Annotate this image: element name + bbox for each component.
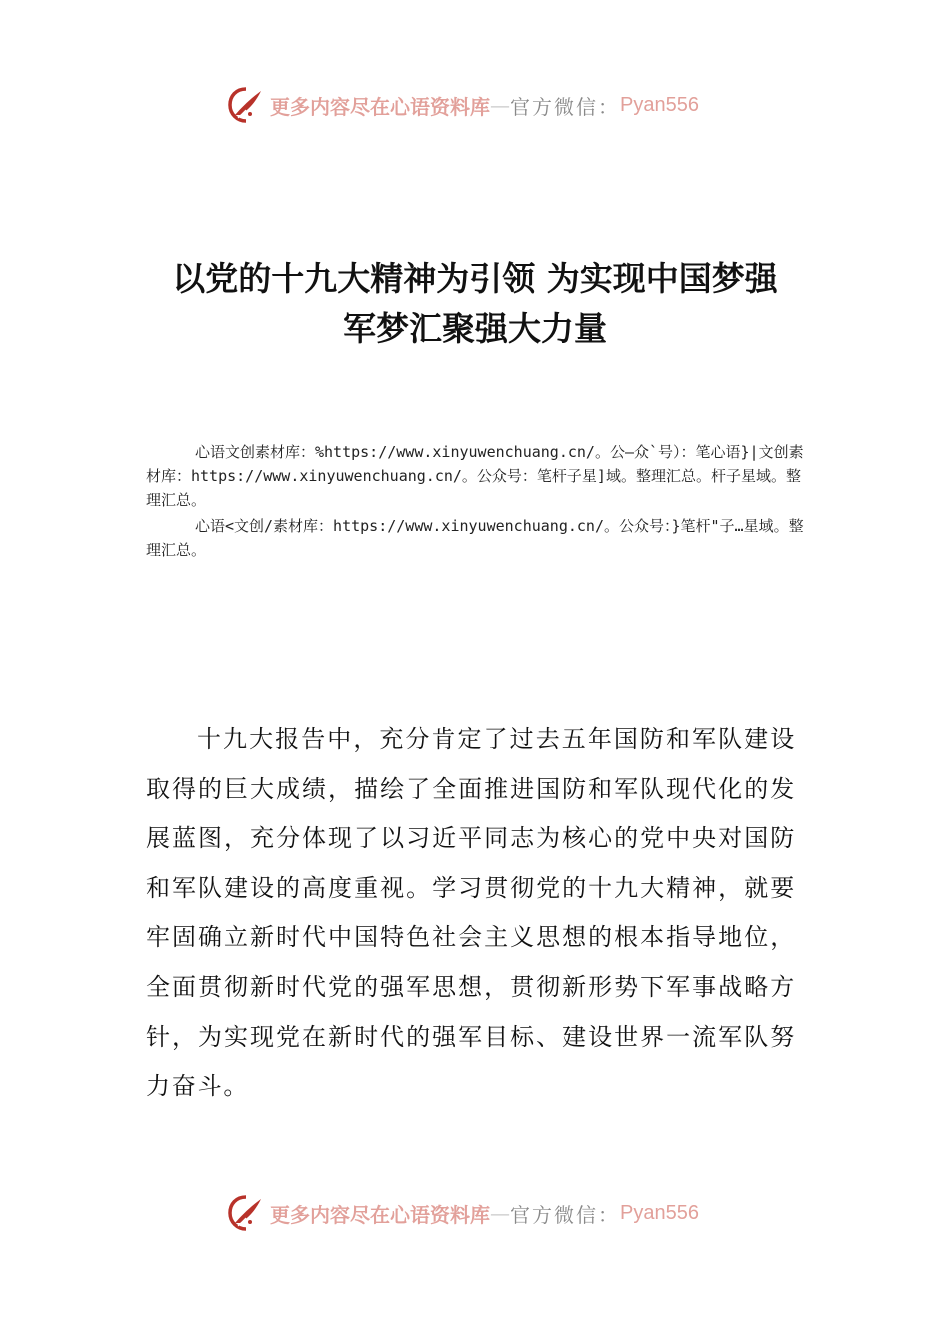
wechat-id: Pyan556 <box>620 93 699 116</box>
wechat-label: 官方微信： <box>510 94 620 119</box>
footer-banner <box>0 1188 950 1238</box>
banner-separator: — <box>490 1201 510 1225</box>
quill-logo-icon <box>226 1193 266 1233</box>
title-line-2: 军梦汇聚强大力量 <box>343 309 607 348</box>
quill-logo-icon <box>226 85 266 125</box>
banner-title: 更多内容尽在心语资料库 <box>270 1202 490 1227</box>
wechat-label: 官方微信： <box>510 1202 620 1227</box>
wechat-id: Pyan556 <box>620 1201 699 1224</box>
source-note-1: 心语文创素材库：%https://www.xinyuwenchuang.cn/。公—众`号）：笔心语}|文创素材库：https://www.xinyuwenchuang.cn/。公众号：笔杆子星]域。整理汇总。杆子星域。整理汇总。 <box>146 443 804 509</box>
header-banner <box>0 80 950 130</box>
document-title <box>100 254 850 354</box>
title-line-1: 以党的十九大精神为引领 为实现中国梦强 <box>172 259 778 298</box>
banner-title: 更多内容尽在心语资料库 <box>270 94 490 119</box>
banner-separator: — <box>490 93 510 117</box>
body-paragraph: 十九大报告中，充分肯定了过去五年国防和军队建设取得的巨大成绩，描绘了全面推进国防和军队现代化的发展蓝图，充分体现了以习近平同志为核心的党中央对国防和军队建设的高度重视。学习贯彻党的十九大精神，就要牢固确立新时代中国特色社会主义思想的根本指导地位，全面贯彻新时代党的强军思想，贯彻新形势下军事战略方针，为实现党在新时代的强军目标、建设世界一流军队努力奋斗。 <box>146 725 796 1101</box>
source-note-2: 心语<文创/素材库：https://www.xinyuwenchuang.cn/。公众号：}笔杆"子…星域。整理汇总。 <box>146 517 804 559</box>
